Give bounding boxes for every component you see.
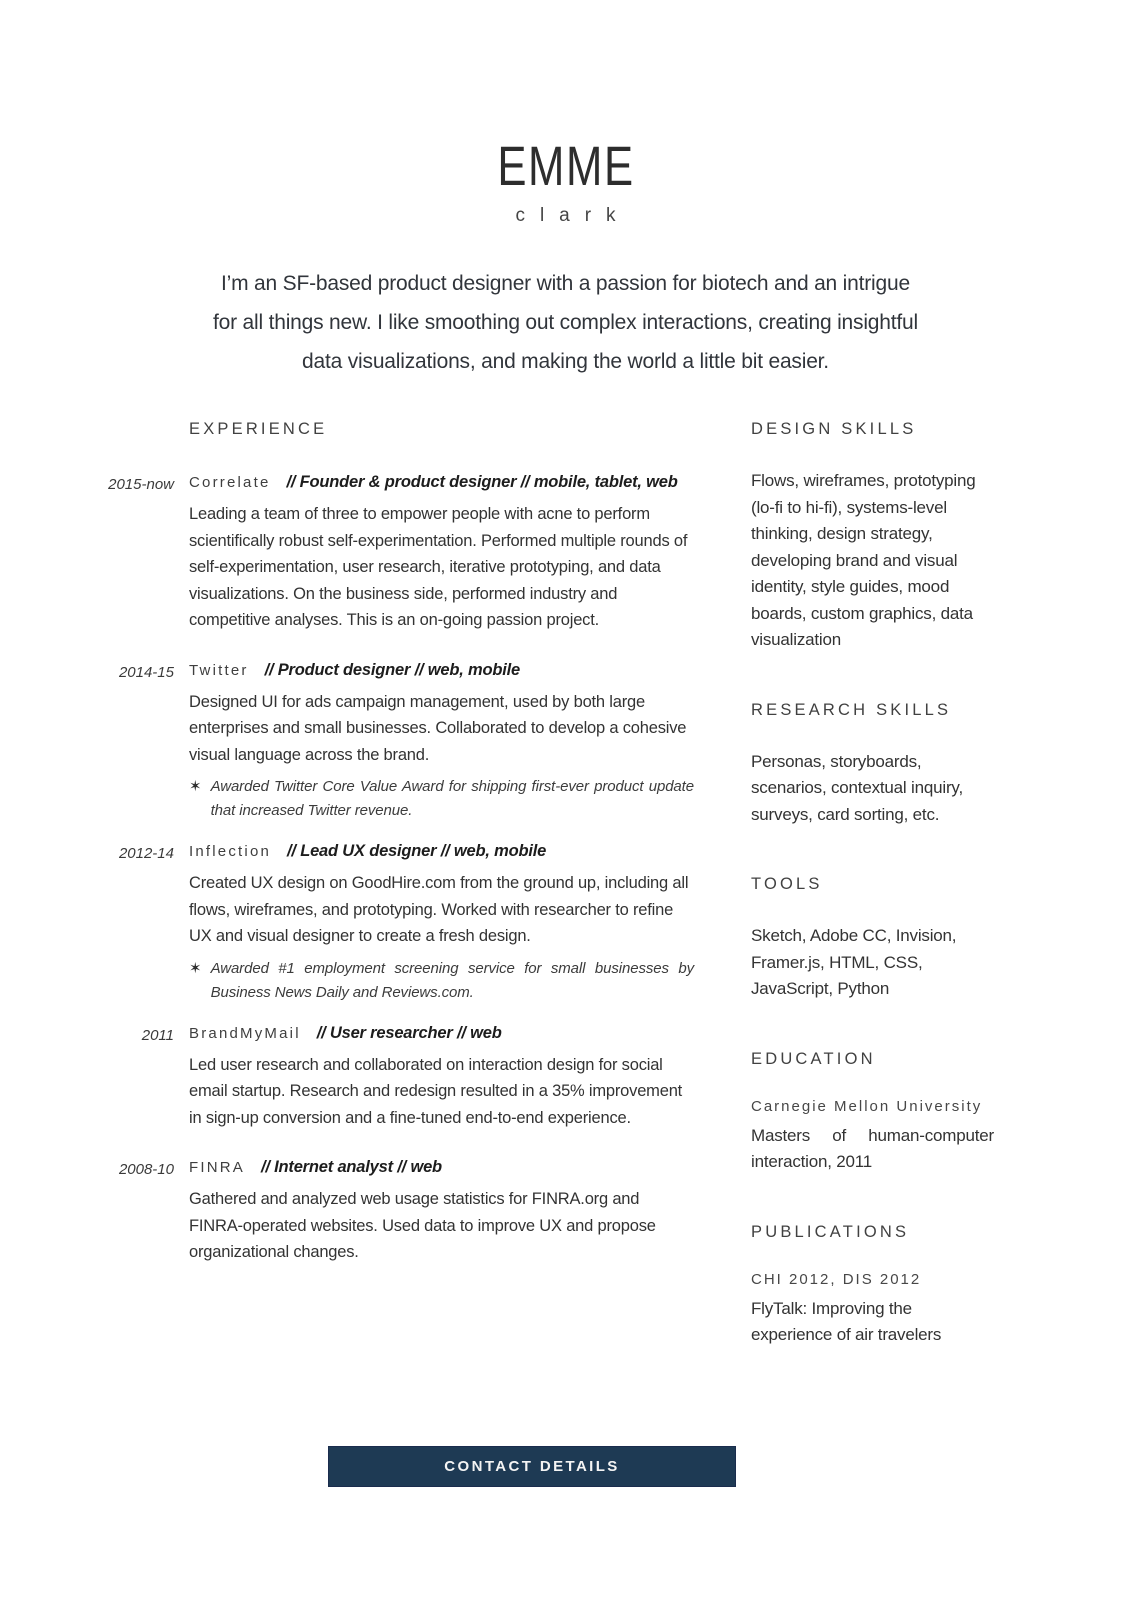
- experience-entry-inflection: [118, 842, 694, 1005]
- experience-entry-finra: [118, 1158, 694, 1266]
- award-star-icon: ✶: [189, 778, 202, 795]
- award-text: Awarded Twitter Core Value Award for shipping first-ever product update that increased Twitter revenue.: [210, 778, 694, 819]
- research-skills-body: Personas, storyboards, scenarios, contextual inquiry, surveys, card sorting, etc.: [751, 751, 963, 824]
- main-content: [0, 420, 1131, 1396]
- education-degree: Masters of human-computer interaction, 2011: [751, 1125, 994, 1171]
- award-text: Awarded #1 employment screening service for small businesses by Business News Daily and Reviews.com.: [210, 959, 694, 1001]
- entry-header: [189, 661, 694, 680]
- entry-description: Led user research and collaborated on interaction design for social email startup. Research and redesign resulted in a 35% improvement in sign-up conversion and a fine-tuned end-to-end experience.: [189, 1055, 683, 1127]
- design-skills-heading: DESIGN SKILLS: [751, 420, 917, 438]
- entry-dates: 2015-now: [108, 476, 174, 493]
- entry-description: Created UX design on GoodHire.com from the ground up, including all flows, wireframes, and prototyping. Worked with researcher to refine UX and visual designer to create a fresh design.: [189, 874, 689, 945]
- role-title: // Internet analyst // web: [261, 1158, 442, 1176]
- entry-description: Gathered and analyzed web usage statistics for FINRA.org and FINRA-operated websites. Used data to improve UX and propose organizational changes.: [189, 1190, 656, 1261]
- role-title: // Founder & product designer // mobile, tablet, web: [286, 473, 678, 491]
- section-design-skills: [751, 420, 994, 654]
- contact-details-button[interactable]: CONTACT DETAILS: [328, 1446, 736, 1487]
- header: [0, 0, 1131, 227]
- entry-description: Leading a team of three to empower people with acne to perform scientifically robust self-experimentation. Performed multiple rounds of self-experimentation, user research, iterative prototyping, and data visualizations. On the business side, performed industry and competitive analyses. This is an on-going passion project.: [189, 505, 688, 629]
- page-title: EMME: [496, 134, 635, 197]
- entry-dates: 2008-10: [118, 1161, 174, 1178]
- education-school: Carnegie Mellon University: [751, 1097, 983, 1115]
- role-title: // Lead UX designer // web, mobile: [287, 842, 547, 860]
- intro-line: for all things new. I like smoothing out complex interactions, creating insightful: [213, 311, 918, 334]
- entry-dates: 2011: [141, 1026, 174, 1044]
- section-education: [751, 1050, 994, 1176]
- sidebar-column: [751, 420, 994, 1396]
- design-skills-body: Flows, wireframes, prototyping (lo-fi to hi-fi), systems-level thinking, design strategy, developing brand and visual identity, style guides, mood boards, custom graphics, data visualization: [751, 471, 976, 649]
- award-note: [189, 775, 694, 823]
- tools-heading: TOOLS: [751, 875, 823, 893]
- company-name: Inflection: [189, 843, 272, 860]
- experience-entry-twitter: [118, 660, 694, 824]
- section-research-skills: [751, 701, 994, 829]
- award-star-icon: ✶: [189, 959, 202, 977]
- experience-column: [108, 420, 694, 1293]
- intro-line: data visualizations, and making the world a little bit easier.: [302, 350, 829, 373]
- section-tools: [751, 875, 994, 1003]
- company-name: Twitter: [189, 661, 249, 679]
- entry-header: [189, 842, 694, 861]
- research-skills-heading: RESEARCH SKILLS: [751, 700, 952, 719]
- publication-title: FlyTalk: Improving the experience of air travelers: [751, 1298, 942, 1344]
- subtitle-surname: clark: [515, 205, 631, 226]
- publications-heading: PUBLICATIONS: [751, 1222, 910, 1241]
- publication-venues: CHI 2012, DIS 2012: [751, 1270, 922, 1288]
- entry-description: Designed UI for ads campaign management, used by both large enterprises and small businesses. Collaborated to develop a cohesive visual language across the brand.: [189, 692, 687, 764]
- entry-header: [189, 473, 694, 492]
- entry-dates: 2012-14: [118, 845, 174, 862]
- experience-entry-correlate: [108, 473, 694, 634]
- entry-header: [189, 1024, 694, 1043]
- company-name: Correlate: [189, 474, 271, 491]
- experience-entry-brandmymail: [141, 1023, 694, 1132]
- entry-header: [189, 1158, 694, 1177]
- tools-body: Sketch, Adobe CC, Invision, Framer.js, HTML, CSS, JavaScript, Python: [751, 926, 957, 998]
- company-name: BrandMyMail: [189, 1024, 301, 1042]
- award-note: [189, 957, 694, 1005]
- company-name: FINRA: [189, 1159, 245, 1176]
- intro-summary: [0, 264, 1131, 381]
- experience-heading: EXPERIENCE: [189, 420, 328, 438]
- education-heading: EDUCATION: [751, 1049, 876, 1068]
- section-publications: [751, 1223, 994, 1349]
- intro-line: I’m an SF-based product designer with a passion for biotech and an intrigue: [221, 272, 910, 295]
- role-title: // Product designer // web, mobile: [264, 660, 520, 679]
- entry-dates: 2014-15: [118, 663, 174, 681]
- role-title: // User researcher // web: [316, 1023, 502, 1042]
